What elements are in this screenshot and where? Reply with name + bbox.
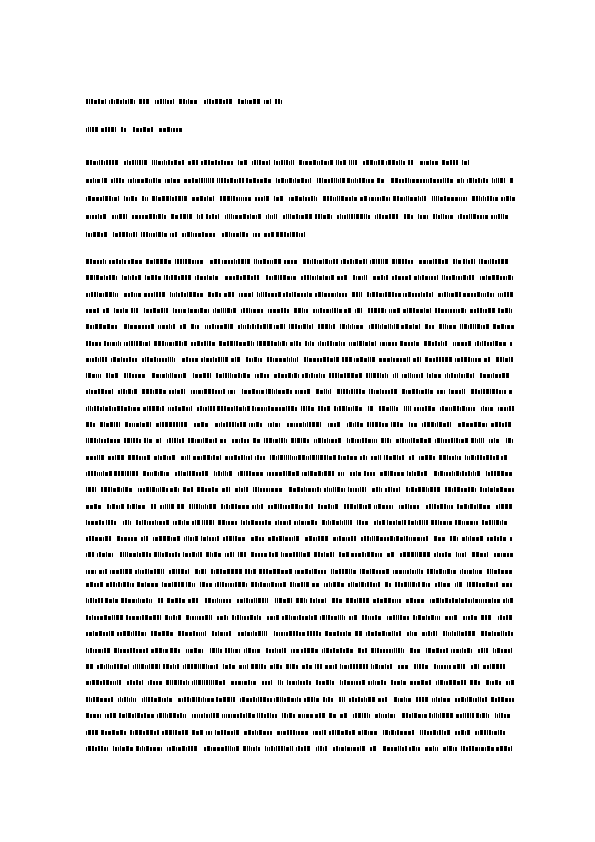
- paragraph-line: [86, 569, 512, 574]
- paragraph-line: [86, 324, 514, 329]
- paragraph-line: [86, 357, 513, 362]
- paragraph-line: [86, 713, 510, 718]
- paragraph-line: [86, 178, 513, 183]
- paragraph-line: [86, 232, 305, 237]
- paragraph-line: [86, 552, 513, 557]
- paragraph-line: [86, 504, 512, 509]
- paragraph-line: [86, 697, 514, 702]
- paragraph-line: [86, 455, 507, 460]
- paragraph-line: [86, 536, 512, 541]
- paragraph-line: [86, 160, 469, 165]
- paragraph-line: [86, 373, 509, 378]
- paragraph-line: [86, 341, 512, 346]
- paragraph-line: [86, 406, 514, 411]
- paragraph-line: [86, 389, 512, 394]
- paragraph-line: [86, 664, 505, 669]
- paragraph-line: [86, 196, 515, 201]
- paragraph-line: [86, 598, 513, 603]
- paragraph-line: [86, 422, 511, 427]
- paragraph-line: [86, 520, 507, 525]
- paragraph-line: [86, 214, 508, 219]
- paragraph-line: [86, 730, 505, 735]
- paragraph-line: [86, 259, 508, 264]
- paragraph-line: [86, 631, 513, 636]
- paragraph-line: [86, 746, 512, 751]
- paragraph-line: [86, 471, 512, 476]
- paragraph-line: [86, 615, 512, 620]
- paragraph-line: [86, 680, 514, 685]
- paragraph-line: [86, 438, 513, 443]
- paragraph-line: [86, 487, 514, 492]
- heading-line: [86, 99, 282, 104]
- paragraph-line: [86, 292, 513, 297]
- paragraph-line: [86, 308, 512, 313]
- paragraph-line: [86, 582, 512, 587]
- paragraph-line: [86, 275, 513, 280]
- paragraph-line: [86, 648, 512, 653]
- subheading-line: [86, 127, 182, 132]
